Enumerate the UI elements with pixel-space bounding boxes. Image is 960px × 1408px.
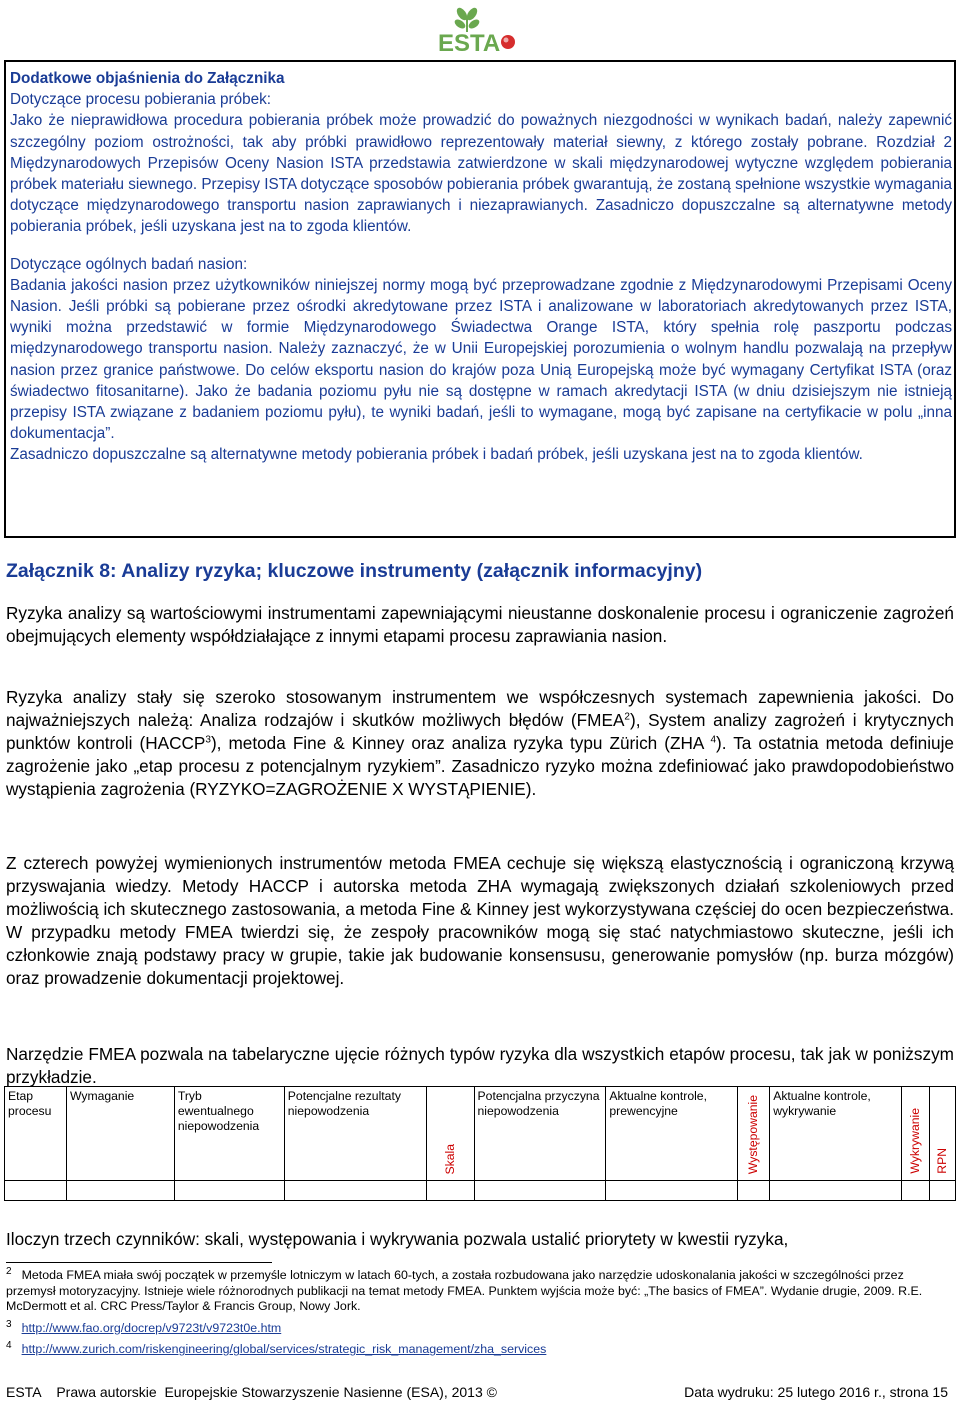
col-skala: Skala [426, 1087, 474, 1181]
footer-print-date: Data wydruku: 25 lutego 2016 r., strona 15 [684, 1384, 948, 1400]
notes-alternative-paragraph: Zasadniczo dopuszczalne są alternatywne metody pobierania próbek i badań próbek, jeśli uzyskana jest na to zgoda klientów. [10, 446, 863, 464]
col-etap: Etap procesu [5, 1087, 67, 1181]
esta-logo [436, 4, 520, 56]
footer-copyright: ESTA Prawa autorskie Europejskie Stowarzyszenie Nasienne (ESA), 2013 © [6, 1384, 497, 1400]
footnote-ref-4: 4 [710, 734, 716, 746]
paragraph-intro: Ryzyka analizy są wartościowymi instrumentami zapewniającymi nieustanne doskonalenie procesu i ograniczenie zagrożeń obejmujących elementy współdziałające z innymi etapami procesu zaprawiania nasion. [6, 603, 954, 646]
footnote-2: $^2$ Metoda FMEA miała swój początek w przemyśle lotniczym w latach 60-tych, a została rozbudowana jako narzędzie udoskonalania jakości w szczególności przez przemysł motoryzacyjny. Istnieje wiele różnorodnych publikacji na temat metody FMEA. Punktem wyjścia może być: „The basics of FMEA”. Wydanie drugie, 2009. R.E. McDermott et al. CRC Press/Taylor & Francis Group, Nowy Jork. [6, 1265, 923, 1314]
page-footer [6, 1384, 948, 1400]
col-wykrywanie: Wykrywanie [902, 1087, 930, 1181]
paragraph-rpn: Iloczyn trzech czynników: skali, występowania i wykrywania pozwala ustalić priorytety w kwestii ryzyka, [6, 1229, 789, 1249]
footnote-separator [6, 1262, 272, 1263]
footnotes [6, 1265, 954, 1358]
col-tryb: Tryb ewentualnego niepowodzenia [174, 1087, 284, 1181]
paragraph-methods: Ryzyka analizy stały się szeroko stosowanym instrumentem we współczesnych systemach zapewnienia jakości. Do najważniejszych należą: Analiza rodzajów i skutków możliwych błędów (FMEA$^2$), System analizy zagrożeń i krytycznych punktów kontroli (HACCP$^3$), metoda Fine & Kinney oraz analiza ryzyka typu Zürich (ZHA $^4$). Ta ostatnia metoda definiuje zagrożenie jako „etap procesu z potencjalnym ryzykiem”. Zasadniczo ryzyko można zdefiniować jako prawdopodobieństwo wystąpienia zagrożenia (RYZYKO=ZAGROŻENIE X WYSTĄPIENIE). [6, 687, 954, 799]
table-row-empty [5, 1181, 956, 1201]
fao-link[interactable]: http://www.fao.org/docrep/v9723t/v9723t0e.htm [21, 1320, 282, 1335]
notes-subheading-sampling: Dotyczące procesu pobierania próbek: [10, 91, 272, 109]
col-wykrywanie-kontrole: Aktualne kontrole, wykrywanie [770, 1087, 902, 1181]
paragraph-fmea-comparison: Z czterech powyżej wymienionych instrumentów metoda FMEA cechuje się większą elastycznością i ograniczoną krzywą przyswajania wiedzy. Metody HACCP i autorska metoda ZHA wymagają zwiększonych działań szkoleniowych przed możliwością ich skutecznego zastosowania, a metoda Fine & Kinney jest wykorzystywana częściej do ocen bezpieczeństwa. W przypadku metody FMEA twierdzi się, że zespoły pracowników mogą się stać natychmiastowo skuteczne, jeśli ich członkowie znają podstawy pracy w grupie, takie jak budowanie konsensusu, generowanie pomysłów (np. burza mózgów) oraz prowadzenie dokumentacji projektowej. [6, 853, 954, 988]
zurich-link[interactable]: http://www.zurich.com/riskengineering/global/services/strategic_risk_management/zha_services [21, 1342, 547, 1357]
footnote-3: $^3$ http://www.fao.org/docrep/v9723t/v9723t0e.htm [6, 1318, 282, 1335]
fmea-table [4, 1086, 956, 1201]
logo-text: ESTA [438, 30, 501, 56]
col-przyczyna: Potencjalna przyczyna niepowodzenia [474, 1087, 606, 1181]
notes-subheading-testing: Dotyczące ogólnych badań nasion: [10, 255, 248, 273]
col-rezultaty: Potencjalne rezultaty niepowodzenia [284, 1087, 426, 1181]
col-rpn: RPN [929, 1087, 955, 1181]
footnote-ref-3: 3 [205, 734, 211, 746]
section-title: Załącznik 8: Analizy ryzyka; kluczowe instrumenty (załącznik informacyjny) [6, 560, 703, 582]
footnote-4: $^4$ http://www.zurich.com/riskengineering/global/services/strategic_risk_management/zha_services [6, 1340, 547, 1357]
col-prewencyjne: Aktualne kontrole, prewencyjne [606, 1087, 738, 1181]
notes-testing-paragraph: Badania jakości nasion przez użytkowników niniejszej normy mogą być przeprowadzane zgodnie z Międzynarodowymi Przepisami Oceny Nasion. Jeśli próbki są pobierane przez ośrodki akredytowane przez ISTA i analizowane w laboratoriach akredytowanych przez ISTA, wyniki można przedstawić w formie Międzynarodowego Świadectwa Orange ISTA, który spełnia rolę paszportu podczas międzynarodowego transportu nasion. Należy zaznaczyć, że w Unii Europejskiej porozumienia o wolnym handlu pozwalają na przepływ nasion przez granice państwowe. Do celów eksportu nasion do krajów poza Unią Europejską może być wymagany Certyfikat ISTA (oraz świadectwo fitosanitarne). Jako że badania poziomu pyłu nie są dostępne w ramach akredytacji ISTA (w dniu dzisiejszym nie istnieją przepisy ISTA związane z badaniem poziomu pyłu), te wyniki badań, jeśli to wymagane, mogą być zapisane na certyfikacie w polu „inna dokumentacja”. [10, 276, 952, 443]
paragraph-fmea-table-intro: Narzędzie FMEA pozwala na tabelaryczne ujęcie różnych typów ryzyka dla wszystkich etapów procesu, tak jak w poniższym przykładzie. [6, 1044, 954, 1087]
col-wymaganie: Wymaganie [66, 1087, 174, 1181]
notes-sampling-paragraph: Jako że nieprawidłowa procedura pobierania próbek może prowadzić do poważnych niezgodności w wynikach badań, należy zapewnić szczególny poziom ostrożności, tak aby próbki prawidłowo reprezentowały materiał siewny, z którego zostały pobrane. Rozdział 2 Międzynarodowych Przepisów Oceny Nasion ISTA przedstawia zatwierdzone w skali międzynarodowej wytyczne względem pobierania próbek materiału siewnego. Przepisy ISTA dotyczące sposobów pobierania próbek gwarantują, że zostaną spełnione wszystkie wymagania dotyczące międzynarodowego transportu nasion zaprawianych i niezaprawianych. Zasadniczo dopuszczalne są alternatywne metody pobierania próbek, jeśli uzyskana jest na to zgoda klientów. [10, 112, 952, 236]
additional-notes-box [4, 60, 956, 538]
col-wystepowanie: Występowanie [738, 1087, 770, 1181]
notes-title: Dodatkowe objaśnienia do Załącznika [10, 70, 285, 87]
footnote-ref-2: 2 [624, 711, 630, 723]
